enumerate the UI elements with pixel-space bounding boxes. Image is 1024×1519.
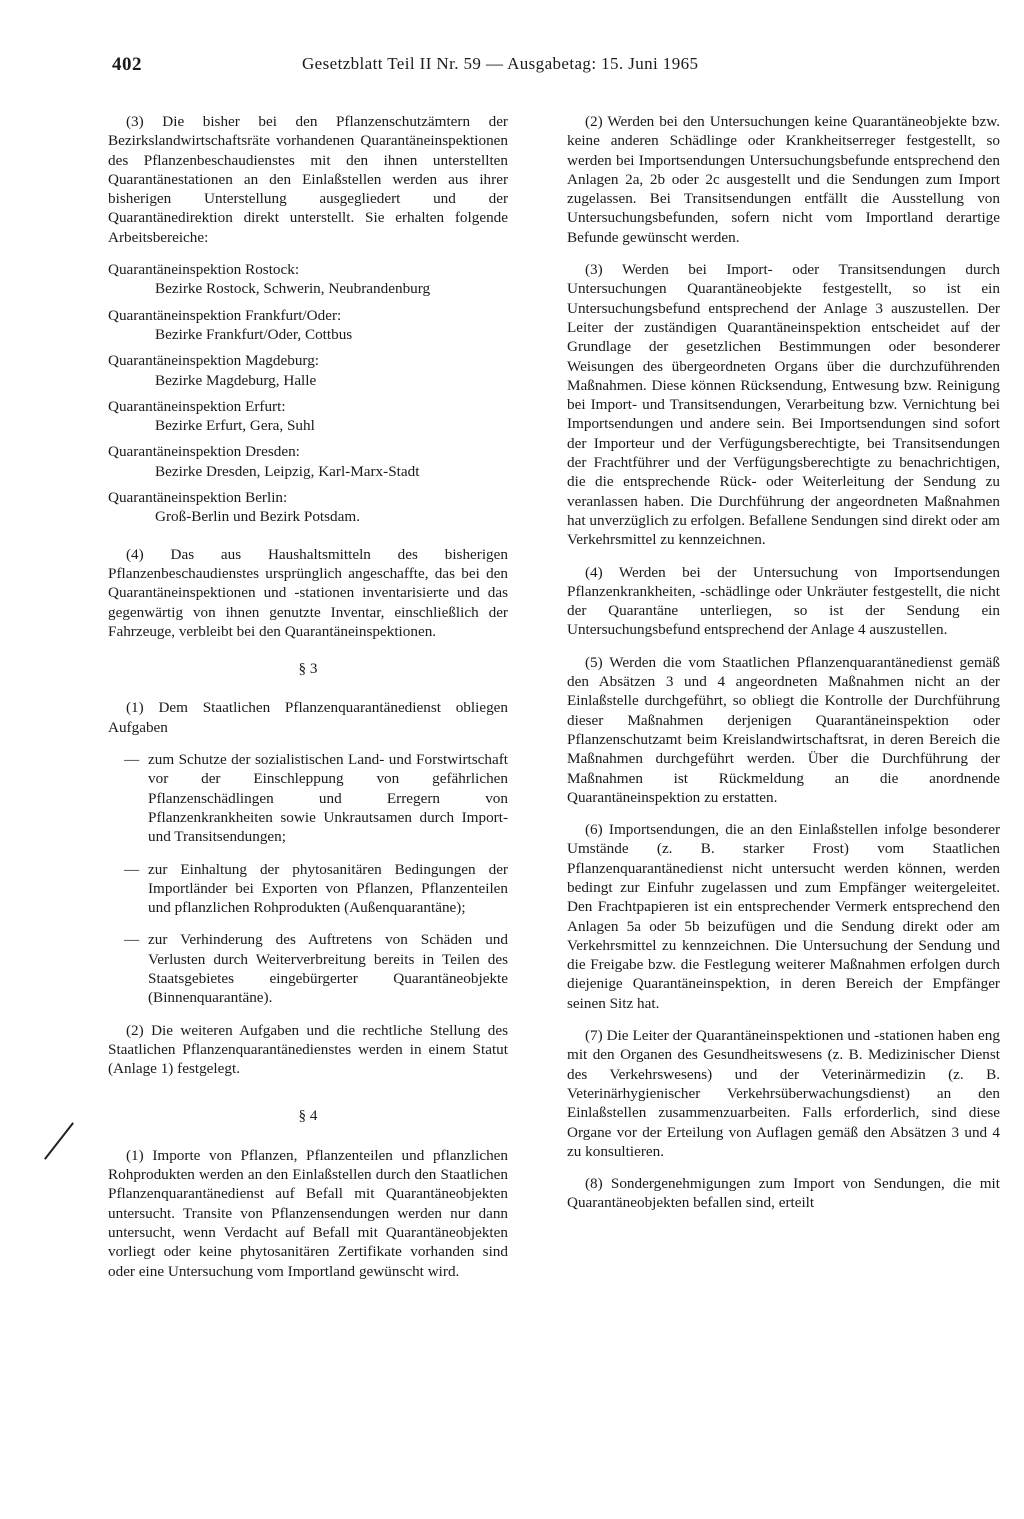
inspection-list [108,260,508,527]
left-column [108,112,508,1294]
inspection-districts: Bezirke Rostock, Schwerin, Neubrandenburg [155,280,431,298]
inspection-title: Quarantäneinspektion Berlin: [108,489,288,507]
page-header [112,54,952,82]
page-number: 402 [112,54,142,75]
inspection-entry [108,260,508,299]
task-text: zur Einhaltung der phytosanitären Bedingungen der Importländer bei Exporten von Pflanzen, Pflanzenteilen und pflanzlichen Rohprodukten (Außenquarantäne); [148,860,508,917]
inspection-title: Quarantäneinspektion Frankfurt/Oder: [108,306,342,324]
inspection-entry [108,397,508,436]
paragraph-3: (3) Werden bei Import- oder Transitsendungen durch Untersuchungen Quarantäneobjekte festgestellt, so ist ein Untersuchungsbefund entsprechend der Anlage 3 auszustellen. Der Leiter der zuständigen Quarantäneinspektion entscheidet auf der Grundlage der gesetzlichen Bestimmungen oder besonderer Weisungen des übergeordneten Organs über die durchzuführenden Maßnahmen. Diese können Rücksendung, Entwesung bzw. Reinigung bei Import- und Transitsendungen, Verarbeitung bzw. Vernichtung bei Importsendungen und andere sein. Bei Importsendungen sind sofort der Importeur und der Verfügungsberechtigte, bei Transitsendungen der Frachtführer und der Verfügungsberechtigte zu benachrichtigen, die die entsprechende Rück- oder Weiterleitung der Sendung zu veranlassen haben. Die Durchführung der angeordneten Maßnahmen hat unverzüglich zu erfolgen. Befallene Sendungen sind direkt oder am Verkehrsmittel zu kennzeichnen. [567,261,1000,549]
inspection-districts: Bezirke Dresden, Leipzig, Karl-Marx-Stadt [155,462,420,480]
inspection-title: Quarantäneinspektion Erfurt: [108,397,286,415]
section3-paragraph-1: (1) Dem Staatlichen Pflanzenquarantänedienst obliegen Aufgaben [108,699,508,736]
inspection-title: Quarantäneinspektion Dresden: [108,443,300,461]
section4-paragraph-1: (1) Importe von Pflanzen, Pflanzenteilen und pflanzlichen Rohprodukten werden an den Einlaßstellen durch den Staatlichen Pflanzenquarantänedienst auf Befall mit Quarantäneobjekten untersucht. Transite von Pflanzensendungen werden nur dann untersucht, wenn Verdacht auf Befall mit Quarantäneobjekten vorliegt oder keine phytosanitären Zertifikate vorhanden sind oder eine Untersuchung vom Importland gewünscht wird. [108,1146,508,1280]
paragraph-2: (2) Werden bei den Untersuchungen keine Quarantäneobjekte bzw. keine anderen Schädlinge oder Krankheitserreger festgestellt, so werden bei Importsendungen Untersuchungsbefunde entsprechend den Anlagen 2a, 2b oder 2c ausgestellt und die Sendungen zum Import zugelassen. Bei Transitsendungen entfällt die Ausstellung von Untersuchungsbefunden, sofern nicht vom Importland derartige Befunde gewünscht werden. [567,113,1000,246]
inspection-districts: Groß-Berlin und Bezirk Potsdam. [155,508,361,526]
inspection-title: Quarantäneinspektion Magdeburg: [108,352,320,370]
paragraph-4: (4) Das aus Haushaltsmitteln des bisherigen Pflanzenbeschaudienstes ursprünglich angeschaffte, das bei den Quarantäneinspektionen und -stationen inventarisierte und das gegenwärtig von ihnen genutzte Inventar, einschließlich der Fahrzeuge, verbleibt bei den Quarantäneinspektionen. [108,545,508,640]
section3-paragraph-2: (2) Die weiteren Aufgaben und die rechtliche Stellung des Staatlichen Pflanzenquarantänedienstes werden in einem Statut (Anlage 1) festgelegt. [108,1021,508,1078]
paragraph-7: (7) Die Leiter der Quarantäneinspektionen und -stationen haben eng mit den Organen des Gesundheitswesens (z. B. Medizinischer Dienst des Verkehrswesens) und der Veterinärmedizin (z. B. Veterinärhygienischer Verkehrsüberwachungsdienst) an den Einlaßstellen zusammenzuarbeiten. Falls erforderlich, sind diese Organe vor der Erteilung von Auflagen gemäß den Absätzen 3 und 4 zu konsultieren. [567,1027,1000,1160]
task-text: zur Verhinderung des Auftretens von Schäden und Verlusten durch Weiterverbreitung bereits in Teilen des Staatsgebietes eingebürgerter Quarantäneobjekte (Binnenquarantäne). [148,931,508,1007]
paragraph-6: (6) Importsendungen, die an den Einlaßstellen infolge besonderer Umstände (z. B. starker Frost) vom Staatlichen Pflanzenquarantänedienst nicht untersucht werden können, werden bedingt zur Einfuhr zugelassen und zum Empfänger weitergeleitet. Den Frachtpapieren ist ein entsprechender Vermerk entsprechend den Anlagen 5a oder 5b beizufügen und die Sendung direkt oder am Verkehrsmittel zu kennzeichnen. Die Untersuchung der Sendung und die Freigabe bzw. die Festlegung weiterer Maßnahmen erfolgen durch diejenige Quarantäneinspektion, in deren Bereich der Empfänger seinen Sitz hat. [567,821,1000,1012]
inspection-districts: Bezirke Frankfurt/Oder, Cottbus [155,325,353,343]
inspection-entry [108,351,508,390]
paragraph-3: (3) Die bisher bei den Pflanzenschutzämtern der Bezirkslandwirtschaftsräte vorhandenen Quarantäneinspektionen des Pflanzenbeschaudienstes mit den ihnen unterstellten Quarantänestationen an den Einlaßstellen werden aus ihrer bisherigen Unterstellung ausgegliedert und der Quarantänedirektion direkt unterstellt. Sie erhalten folgende Arbeitsbereiche: [108,113,508,246]
inspection-entry [108,442,508,481]
dash-bullet: — [124,751,140,769]
task-text: zum Schutze der sozialistischen Land- und Forstwirtschaft vor der Einschleppung von gefährlichen Pflanzenschädlingen und Erregern von Pflanzenkrankheiten sowie Unkrautsamen durch Import- und Transitsendungen; [148,751,508,846]
inspection-districts: Bezirke Magdeburg, Halle [155,371,317,389]
dash-bullet: — [124,860,140,878]
section-heading-3: § 3 [298,660,318,678]
inspection-entry [108,306,508,345]
inspection-districts: Bezirke Erfurt, Gera, Suhl [155,417,315,435]
header-title: Gesetzblatt Teil II Nr. 59 — Ausgabetag: 15. Juni 1965 [302,54,699,73]
inspection-title: Quarantäneinspektion Rostock: [108,261,300,279]
task-item [108,930,508,1007]
task-item [108,750,508,846]
section-heading-4: § 4 [298,1107,318,1125]
dash-bullet: — [124,931,140,949]
paragraph-8: (8) Sondergenehmigungen zum Import von Sendungen, die mit Quarantäneobjekten befallen sind, erteilt [567,1175,1000,1212]
paragraph-4: (4) Werden bei der Untersuchung von Importsendungen Pflanzenkrankheiten, -schädlinge oder Unkräuter festgestellt, die nicht der Quarantäne unterliegen, so ist der Sendung ein Untersuchungsbefund entsprechend der Anlage 4 auszustellen. [567,563,1000,639]
right-column [567,112,1000,1226]
task-item [108,860,508,918]
margin-pencil-mark [44,1122,74,1159]
inspection-entry [108,488,508,527]
paragraph-5: (5) Werden die vom Staatlichen Pflanzenquarantänedienst gemäß den Absätzen 3 und 4 angeordneten Maßnahmen nicht an der Einlaßstelle durchgeführt, so obliegt die Kontrolle der Durchführung dieser Maßnahmen derjenigen Quarantäneinspektion oder Pflanzenschutzamt beim Kreislandwirtschaftsrat, in deren Bereich die Maßnahmen durchgeführt werden. Über die Durchführung der Maßnahmen ist Rückmeldung an die anordnende Quarantäneinspektion zu erstatten. [567,653,1000,806]
